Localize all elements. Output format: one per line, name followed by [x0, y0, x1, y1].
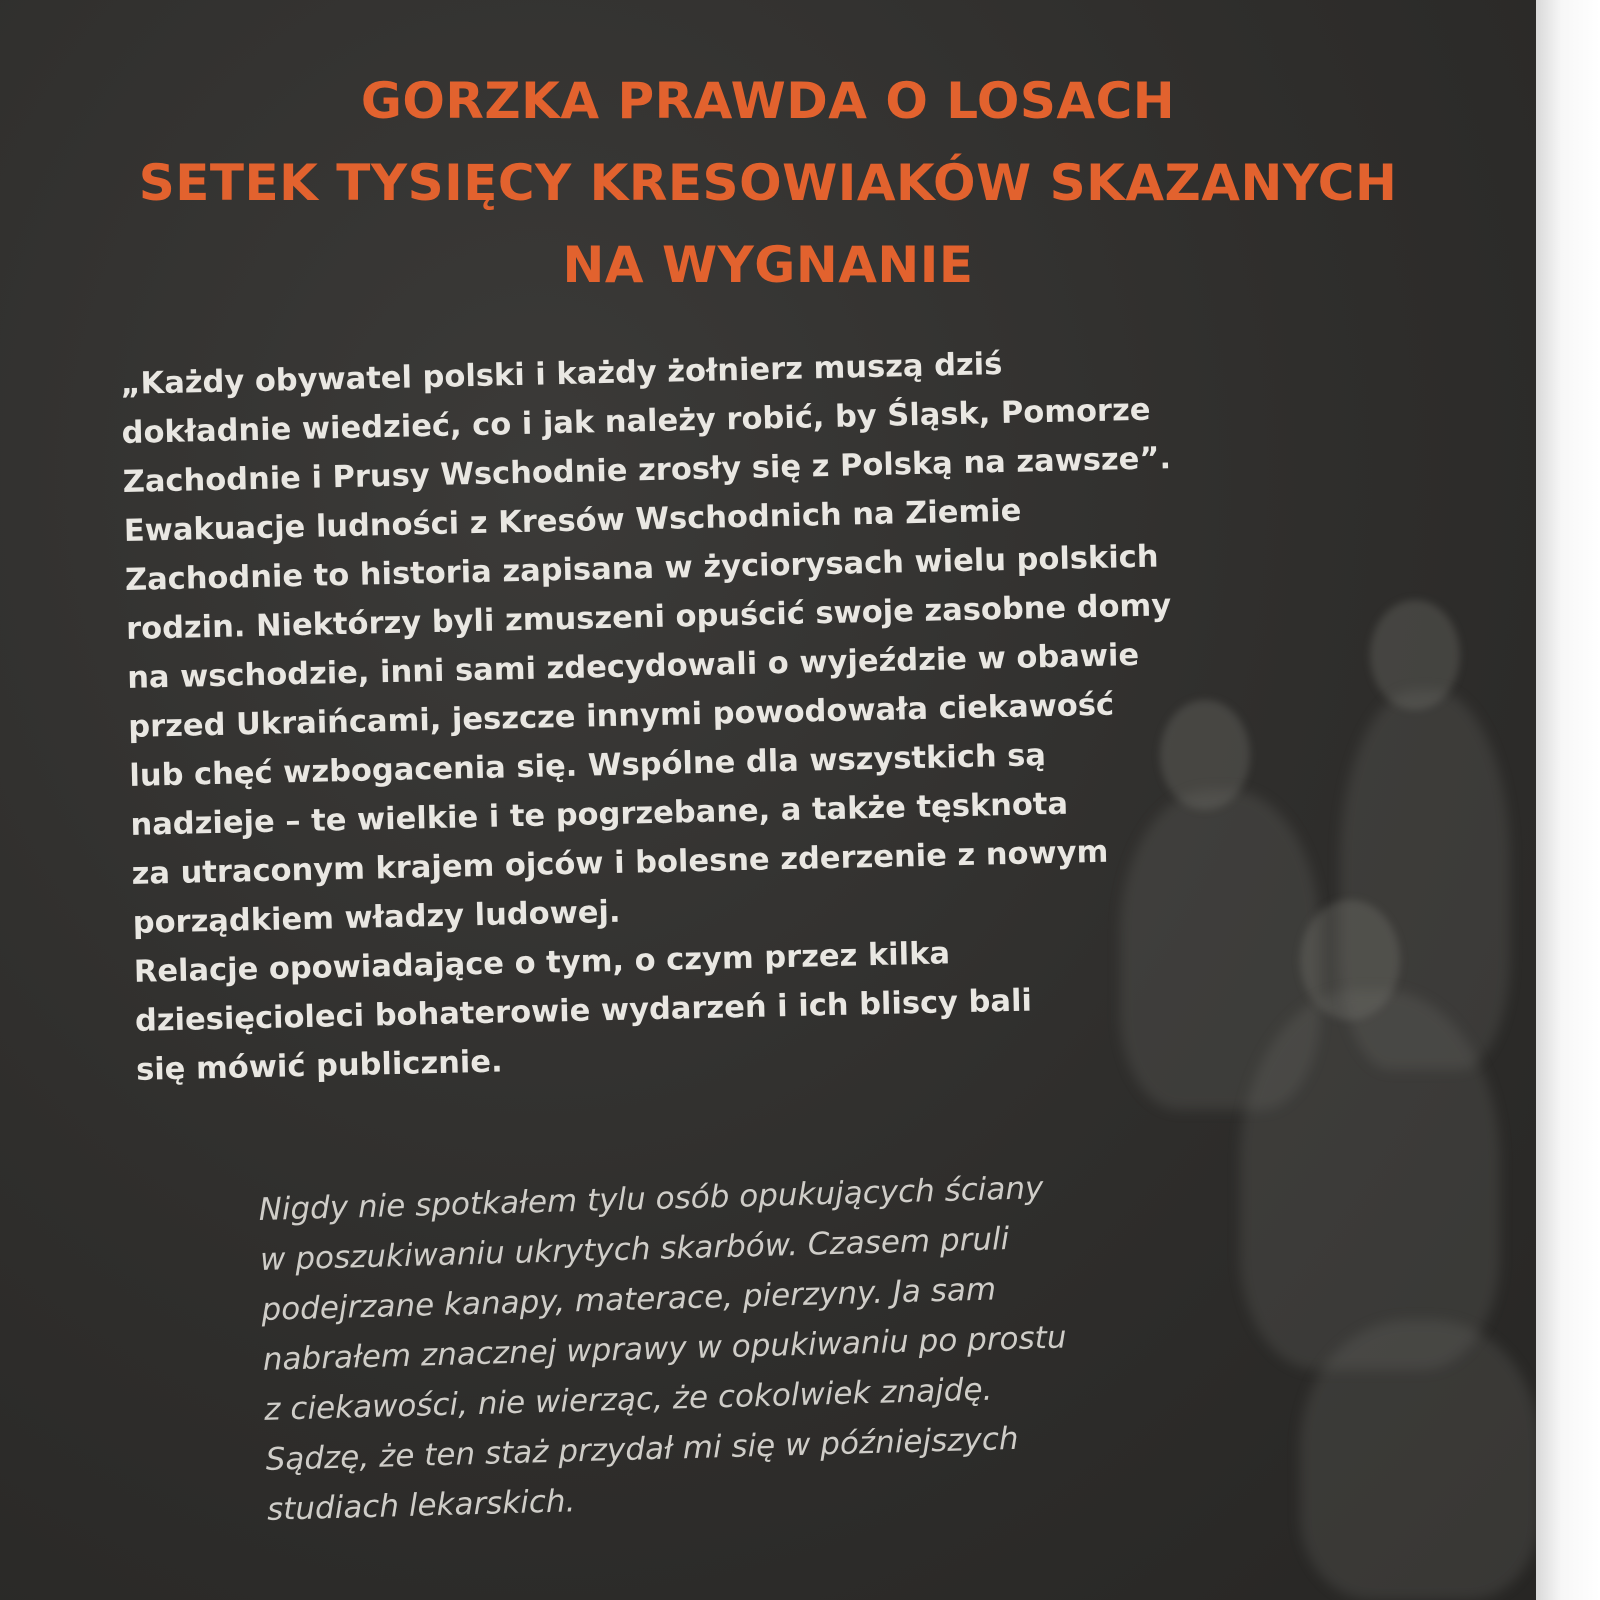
- quote-line: w poszukiwaniu ukrytych skarbów. Czasem pruli: [259, 1221, 1010, 1278]
- description-paragraph: [120, 335, 1256, 1095]
- white-page-edge: [1536, 0, 1600, 1600]
- description-line: na wschodzie, inni sami zdecydowali o wyjeździe w obawie: [126, 637, 1140, 696]
- description-line: lub chęć wzbogacenia się. Wspólne dla wszystkich są: [129, 738, 1047, 794]
- description-line: za utraconym krajem ojców i bolesne zderzenie z nowym: [131, 834, 1109, 892]
- description-line: porządkiem władzy ludowej.: [132, 894, 621, 941]
- headline-line-3: NA WYGNANIE: [562, 236, 974, 294]
- description-line: dokładnie wiedzieć, co i jak należy robić, by Śląsk, Pomorze: [121, 392, 1151, 451]
- description-line: rodzin. Niektórzy byli zmuszeni opuścić swoje zasobne domy: [125, 588, 1172, 647]
- quote-line: nabrałem znacznej wprawy w opukiwaniu po prostu: [262, 1319, 1067, 1378]
- headline-line-1: GORZKA PRAWDA O LOSACH: [360, 72, 1176, 130]
- description-line: Zachodnie to historia zapisana w życiorysach wielu polskich: [124, 539, 1159, 598]
- description-line: Ewakuacje ludności z Kresów Wschodnich na Ziemie: [123, 493, 1022, 549]
- quote-line: podejrzane kanapy, materace, pierzyny. Ja sam: [260, 1271, 997, 1328]
- description-line: przed Ukraińcami, jeszcze innymi powodowała ciekawość: [127, 687, 1115, 745]
- headline: [0, 60, 1536, 306]
- headline-line-2: SETEK TYSIĘCY KRESOWIAKÓW SKAZANYCH: [138, 154, 1398, 212]
- description-line: Zachodnie i Prusy Wschodnie zrosły się z Polską na zawsze”.: [122, 441, 1172, 500]
- description-line: dziesięcioleci bohaterowie wydarzeń i ich bliscy bali: [134, 983, 1033, 1039]
- quote-line: studiach lekarskich.: [266, 1483, 576, 1528]
- description-line: „Każdy obywatel polski i każdy żołnierz muszą dziś: [120, 346, 1003, 402]
- description-line: nadzieje – te wielkie i te pogrzebane, a także tęsknota: [130, 786, 1069, 843]
- description-line: się mówić publicznie.: [135, 1044, 503, 1088]
- italic-quote: [258, 1158, 1247, 1535]
- quote-line: z ciekawości, nie wierząc, że cokolwiek znajdę.: [263, 1371, 993, 1428]
- description-line: Relacje opowiadające o tym, o czym przez kilka: [133, 936, 951, 990]
- quote-line: Nigdy nie spotkałem tylu osób opukujących ściany: [258, 1170, 1044, 1228]
- quote-line: Sądzę, że ten staż przydał mi się w późniejszych: [265, 1420, 1020, 1478]
